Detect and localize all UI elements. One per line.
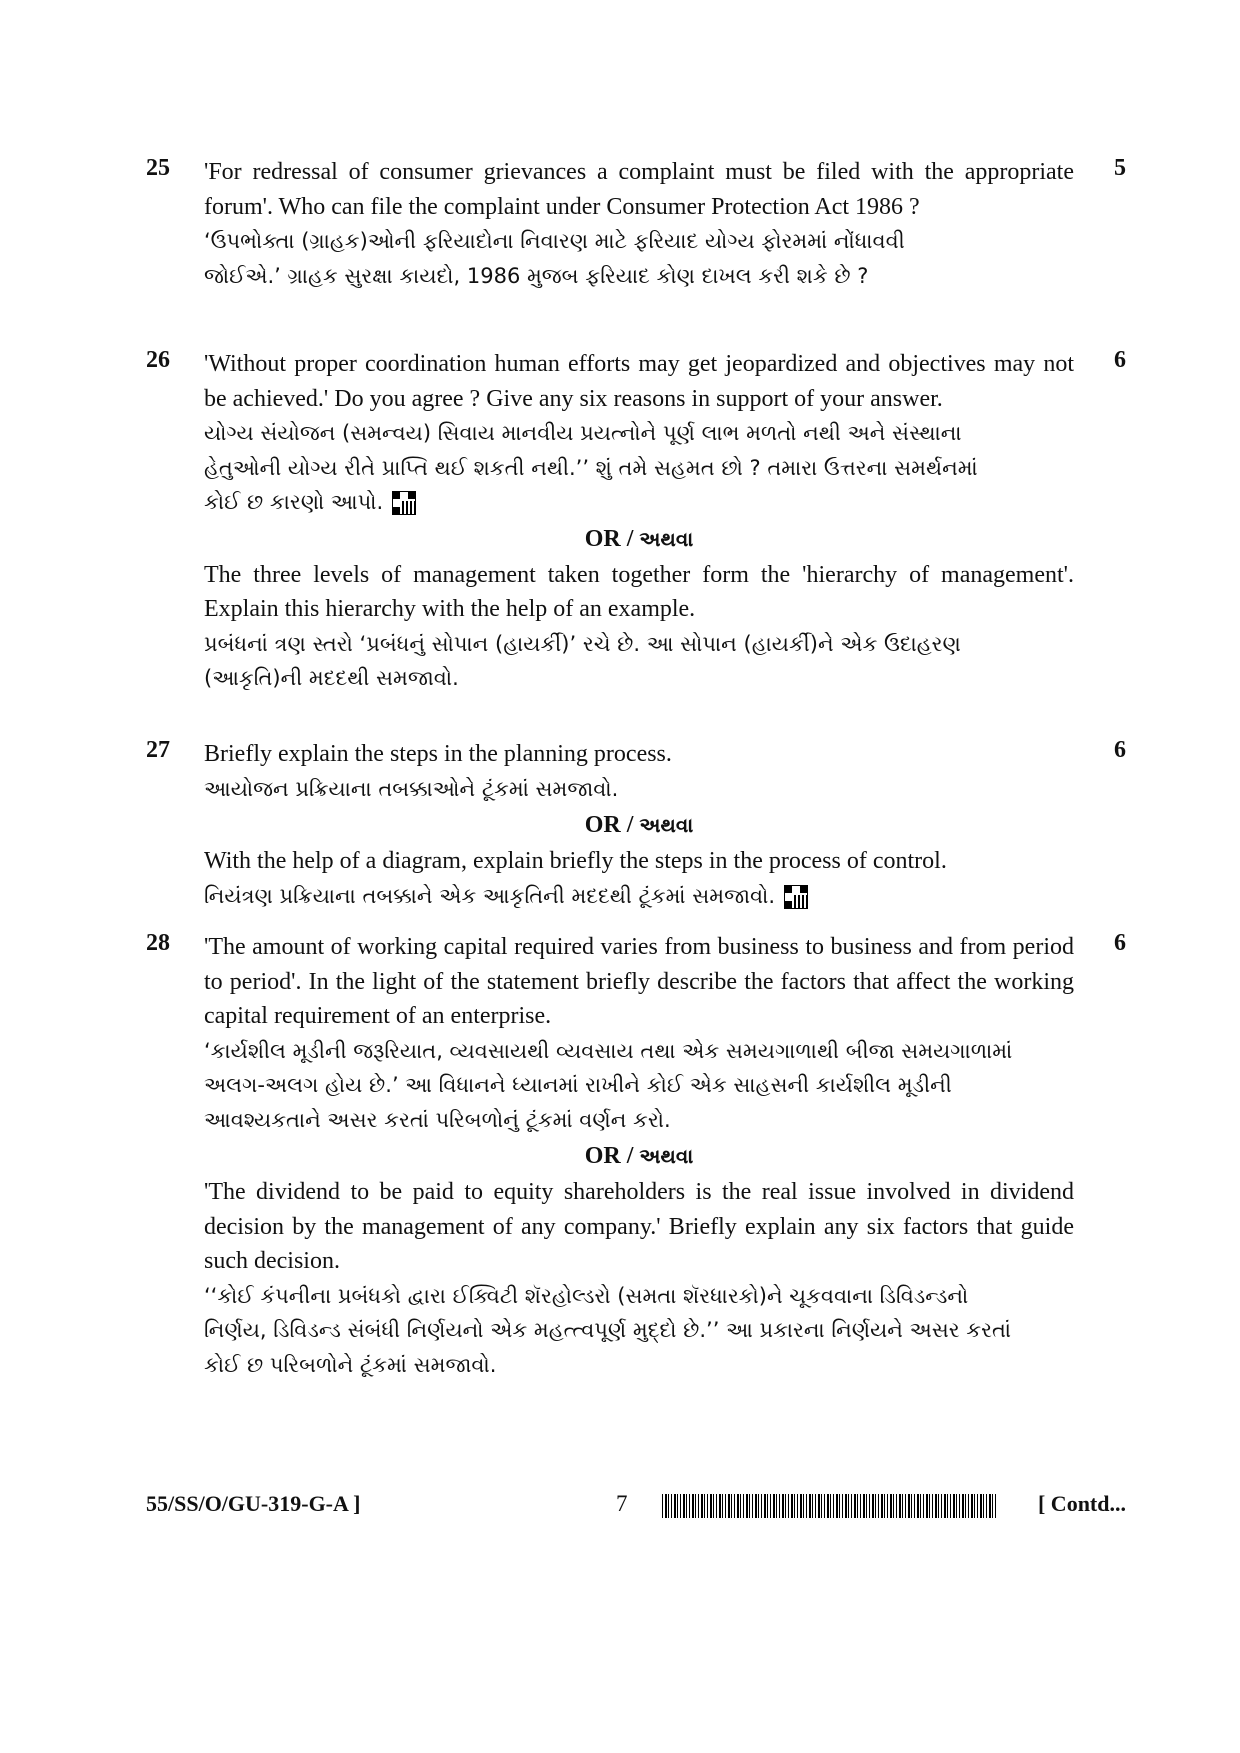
or-divider — [204, 520, 1074, 558]
question-text-gujarati-line: ‘ઉપભોક્તા (ગ્રાહક)ઓની ફરિયાદોના નિવારણ માટે ફરિયાદ યોગ્ય ફોરમમાં નોંધાવવી — [204, 229, 905, 253]
alt-question-text-english: The three levels of management taken together form the 'hierarchy of management'. Explain this hierarchy with the help of an example. — [204, 561, 1074, 622]
alt-question-text-gujarati-line: ‘‘કોઈ કંપનીના પ્રબંધકો દ્વારા ઈક્વિટી શૅરહોલ્ડરો (સમતા શૅરધારકો)ને ચૂકવવાના ડિવિડન્ડનો — [204, 1283, 969, 1308]
qr-code-icon — [785, 886, 807, 908]
alt-question-text-gujarati-line: (આકૃતિ)ની મદદથી સમજાવો. — [204, 666, 459, 690]
question-number: 26 — [146, 347, 170, 373]
barcode-icon — [662, 1494, 998, 1518]
or-label-gujarati: અથવા — [639, 526, 694, 551]
question-text-gujarati-line: આયોજન પ્રક્રિયાના તબક્કાઓને ટૂંકમાં સમજાવો. — [204, 776, 619, 801]
question-text-gujarati-line — [204, 485, 1074, 520]
or-label-english: OR / — [584, 525, 634, 552]
qr-code-icon — [393, 492, 415, 514]
paper-code: 55/SS/O/GU-319-G-A ] — [146, 1491, 361, 1516]
question-number: 28 — [146, 930, 170, 956]
continued-label: [ Contd... — [1037, 1491, 1126, 1516]
or-label-gujarati: અથવા — [639, 1144, 694, 1168]
question-text-gujarati-line: અલગ-અલગ હોય છે.’ આ વિધાનને ધ્યાનમાં રાખીને કોઈ એક સાહસની કાર્યશીલ મૂડીની — [204, 1073, 952, 1097]
alt-question-text-gujarati-line — [204, 879, 1074, 914]
question-text-gujarati-line: યોગ્ય સંયોજન (સમન્વય) સિવાય માનવીય પ્રયત્નોને પૂર્ણ લાભ મળતો નથી અને સંસ્થાના — [204, 421, 962, 445]
or-label-gujarati: અથવા — [639, 813, 694, 837]
alt-question-text-gujarati-line: નિર્ણય, ડિવિડન્ડ સંબંધી નિર્ણયનો એક મહત્ત્વપૂર્ણ મુદ્દો છે.’’ આ પ્રકારના નિર્ણયને અસર કરતાં — [204, 1318, 1012, 1342]
or-label-english: OR / — [584, 1143, 634, 1169]
question-text-gujarati-line: ‘કાર્યશીલ મૂડીની જરૂરિયાત, વ્યવસાયથી વ્યવસાય તથા એક સમયગાળાથી બીજા સમયગાળામાં — [204, 1038, 1013, 1063]
question-marks: 6 — [1114, 930, 1126, 956]
question-text-gujarati-line: હેતુઓની યોગ્ય રીતે પ્રાપ્તિ થઈ શકતી નથી.’’ શું તમે સહમત છો ? તમારા ઉત્તરના સમર્થનમાં — [204, 455, 978, 480]
question-number: 27 — [146, 737, 170, 763]
alt-question-text-gujarati-line: કોઈ છ પરિબળોને ટૂંકમાં સમજાવો. — [204, 1352, 497, 1377]
page-number: 7 — [616, 1491, 628, 1516]
alt-question-text-english: With the help of a diagram, explain briefly the steps in the process of control. — [204, 848, 947, 874]
gujarati-line-text: નિયંત્રણ પ્રક્રિયાના તબક્કાને એક આકૃતિની મદદથી ટૂંકમાં સમજાવો. — [204, 883, 776, 908]
alt-question-text-english: 'The dividend to be paid to equity shareholders is the real issue involved in dividend decision by the management of any company.' Briefly explain any six factors that guide such decision. — [204, 1179, 1074, 1274]
question-text-gujarati-line: આવશ્યકતાને અસર કરતાં પરિબળોનું ટૂંકમાં વર્ણન કરો. — [204, 1107, 671, 1132]
or-divider — [204, 806, 1074, 844]
question-text-english: Briefly explain the steps in the planning process. — [204, 741, 672, 767]
question-text-gujarati-line: જોઈએ.’ ગ્રાહક સુરક્ષા કાયદો, 1986 મુજબ ફરિયાદ કોણ દાખલ કરી શકે છે ? — [204, 263, 869, 288]
or-label-english: OR / — [584, 812, 634, 838]
alt-question-text-gujarati-line: પ્રબંધનાં ત્રણ સ્તરો ‘પ્રબંધનું સોપાન (હાયર્કી)’ રચે છે. આ સોપાન (હાયર્કી)ને એક ઉદાહરણ — [204, 631, 961, 656]
page-footer — [146, 1491, 1126, 1527]
question-text-english: 'For redressal of consumer grievances a complaint must be filed with the appropriate forum'. Who can file the complaint under Consumer Protection Act 1986 ? — [204, 159, 1074, 220]
question-text-english: 'The amount of working capital required varies from business to business and from period to period'. In the light of the statement briefly describe the factors that affect the working capital requirement of an enterprise. — [204, 934, 1074, 1029]
question-marks: 5 — [1114, 155, 1126, 181]
question-marks: 6 — [1114, 737, 1126, 763]
gujarati-line-text: કોઈ છ કારણો આપો. — [204, 490, 384, 514]
question-marks: 6 — [1114, 347, 1126, 373]
or-divider — [204, 1137, 1074, 1175]
question-number: 25 — [146, 155, 170, 181]
question-text-english: 'Without proper coordination human efforts may get jeopardized and objectives may not be achieved.' Do you agree ? Give any six reasons in support of your answer. — [204, 351, 1074, 412]
